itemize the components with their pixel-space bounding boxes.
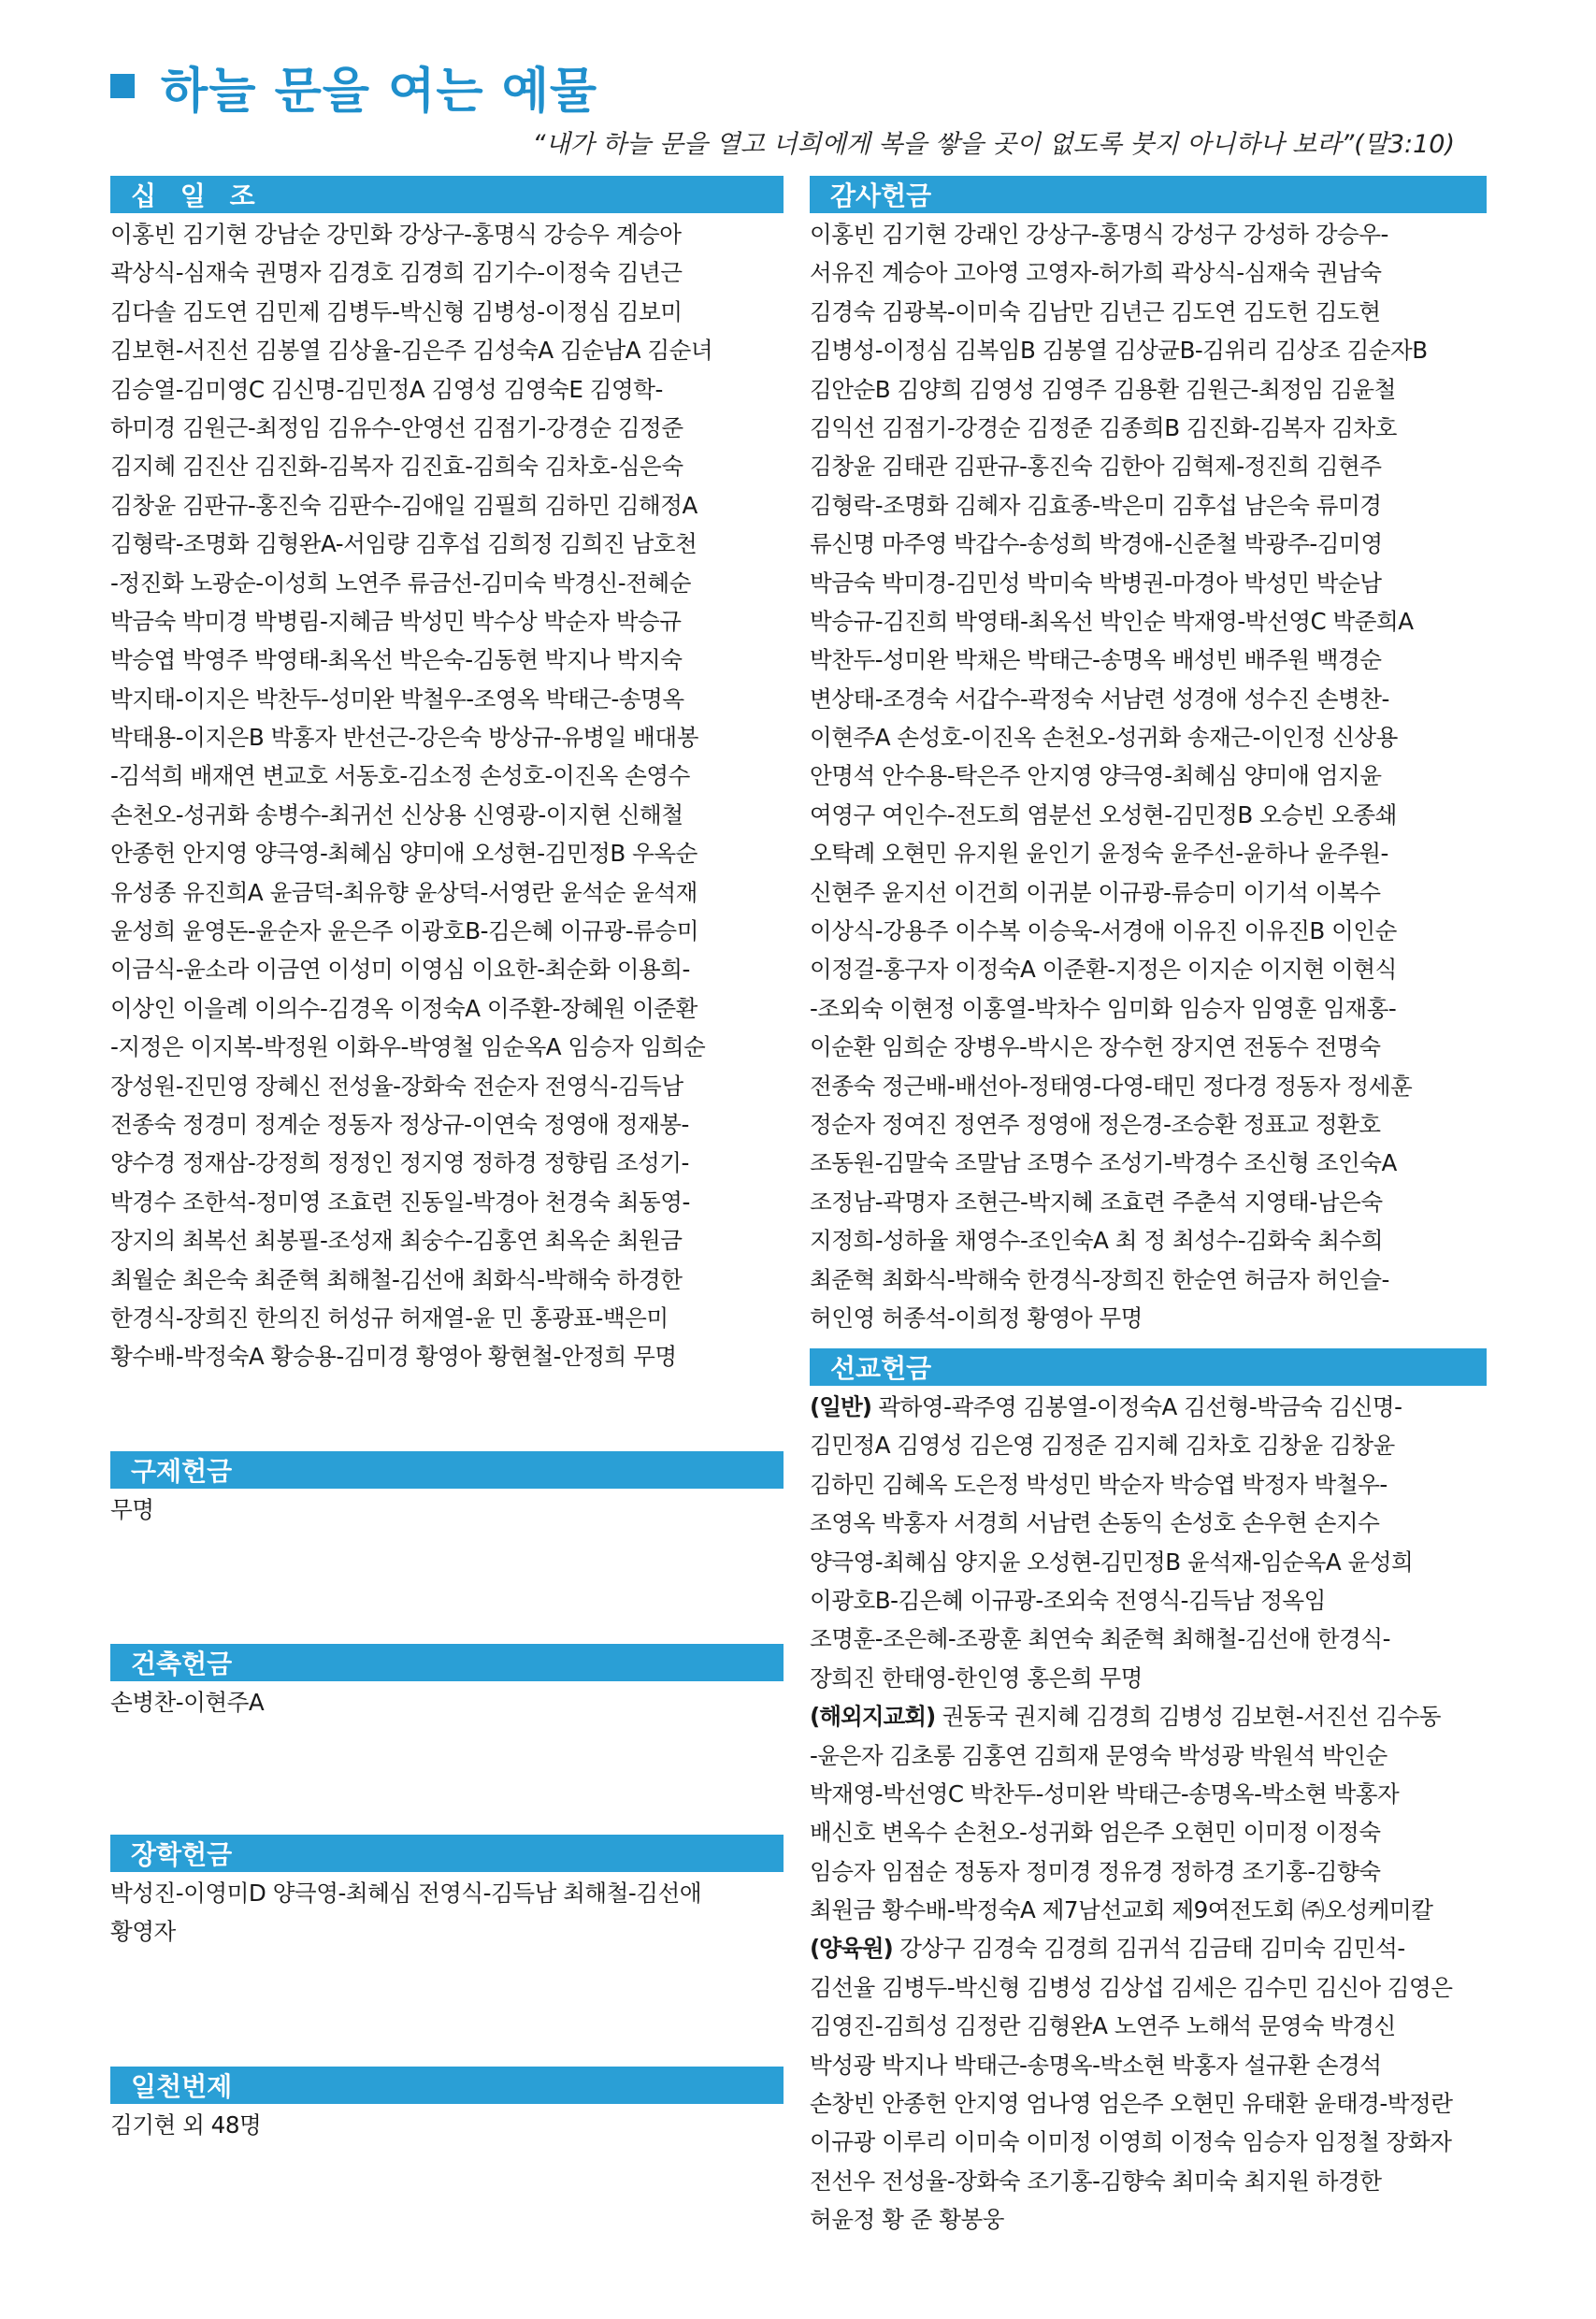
name-line: [810, 1775, 1487, 1813]
name-text: 조영옥 박홍자 서경희 서남련 손동익 손성호 손우현 손지수: [810, 1509, 1380, 1537]
name-line: 김창윤 김판규-홍진숙 김판수-김애일 김필희 김하민 김해정A: [110, 491, 697, 519]
name-line: 김창윤 김태관 김판규-홍진숙 김한아 김혁제-정진희 김현주: [810, 453, 1382, 481]
title-row: [110, 49, 1569, 123]
name-line: 김형락-조명화 김혜자 김효종-박은미 김후섭 남은숙 류미경: [810, 491, 1382, 519]
name-line: [810, 1929, 1487, 1967]
scholarship-section: [110, 1835, 784, 1952]
name-line: 무명: [110, 1496, 154, 1523]
name-text: 조명훈-조은혜-조광훈 최연숙 최준혁 최해철-김선애 한경식-: [810, 1625, 1390, 1653]
name-line: 전종숙 정근배-배선아-정태영-다영-태민 정다경 정동자 정세훈: [810, 1072, 1413, 1100]
name-line: 박경수 조한석-정미영 조효련 진동일-박경아 천경숙 최동영-: [110, 1188, 690, 1216]
mission-section: [810, 1348, 1487, 2240]
name-line: -지정은 이지복-박정원 이화우-박영철 임순옥A 임승자 임희순: [110, 1033, 706, 1061]
thousand-offering-section: [110, 2067, 784, 2144]
name-line: [810, 2200, 1487, 2239]
relief-section: [110, 1451, 784, 1529]
name-line: [810, 1426, 1487, 1464]
name-text: 강상구 김경숙 김경희 김귀석 김금태 김미숙 김민석-: [892, 1935, 1405, 1963]
thanks-section: [810, 176, 1487, 1337]
name-line: [810, 1813, 1487, 1851]
name-line: 양수경 정재삼-강정희 정정인 정지영 정하경 정향림 조성기-: [110, 1149, 689, 1177]
name-line: 박성진-이영미D 양극영-최혜심 전영식-김득남 최해철-김선애: [110, 1880, 702, 1907]
name-line: [810, 1388, 1487, 1426]
name-list: [110, 1683, 784, 1721]
section-title: 선교헌금: [830, 1353, 932, 1384]
name-list: [810, 215, 1487, 1337]
name-line: 장지의 최복선 최봉필-조성재 최숭수-김홍연 최옥순 최원금: [110, 1227, 683, 1255]
name-list: [110, 1491, 784, 1529]
name-line: 김승열-김미영C 김신명-김민정A 김영성 김영숙E 김영학-: [110, 375, 663, 403]
name-line: 여영구 여인수-전도희 염분선 오성현-김민정B 오승빈 오종쇄: [810, 800, 1397, 828]
section-header: [110, 1451, 784, 1489]
name-line: [810, 1620, 1487, 1658]
name-line: 정순자 정여진 정연주 정영애 정은경-조승환 정표교 정환호: [810, 1110, 1381, 1138]
name-line: 이정걸-홍구자 이정숙A 이준환-지정은 이지순 이지현 이현식: [810, 956, 1397, 984]
name-line: 조동원-김말숙 조말남 조명수 조성기-박경수 조신형 조인숙A: [810, 1149, 1397, 1177]
name-line: 오탁례 오현민 유지원 윤인기 윤정숙 윤주선-윤하나 윤주원-: [810, 840, 1388, 868]
name-line: [810, 2123, 1487, 2161]
name-line: 김지혜 김진산 김진화-김복자 김진효-김희숙 김차호-심은숙: [110, 453, 683, 481]
name-line: 박금숙 박미경 박병림-지혜금 박성민 박수상 박순자 박승규: [110, 607, 682, 635]
mission-list: [810, 1388, 1487, 2240]
name-line: 전종숙 정경미 정계순 정동자 정상규-이연숙 정영애 정재봉-: [110, 1110, 689, 1138]
name-line: [810, 1504, 1487, 1542]
name-line: [810, 1852, 1487, 1891]
name-line: -정진화 노광순-이성희 노연주 류금선-김미숙 박경신-전혜순: [110, 569, 691, 597]
name-line: 최준혁 최화식-박해숙 한경식-장희진 한순연 허금자 허인슬-: [810, 1265, 1389, 1293]
name-line: 김익선 김점기-강경순 김정준 김종희B 김진화-김복자 김차호: [810, 413, 1397, 441]
section-title: 일천번제: [131, 2071, 233, 2102]
name-text: 임승자 임점순 정동자 정미경 정유경 정하경 조기홍-김향숙: [810, 1857, 1381, 1885]
name-line: 황수배-박정숙A 황승용-김미경 황영아 황현철-안정희 무명: [110, 1343, 677, 1371]
name-text: 김선율 김병두-박신형 김병성 김상섭 김세은 김수민 김신아 김영은: [810, 1973, 1453, 2001]
section-title: 십 일 조: [131, 180, 263, 211]
section-header: [810, 1348, 1487, 1386]
name-text: 김영진-김희성 김정란 김형완A 노연주 노해석 문영숙 박경신: [810, 2012, 1396, 2040]
name-line: 이홍빈 김기현 강래인 강상구-홍명식 강성구 강성하 강승우-: [810, 221, 1388, 248]
name-text: 김민정A 김영성 김은영 김정준 김지혜 김차호 김창윤 김창윤: [810, 1432, 1395, 1460]
name-line: [810, 1543, 1487, 1581]
name-text: -윤은자 김초롱 김홍연 김희재 문영숙 박성광 박원석 박인순: [810, 1741, 1388, 1769]
name-text: 곽하영-곽주영 김봉열-이정숙A 김선형-박금숙 김신명-: [871, 1393, 1402, 1420]
name-line: 류신명 마주영 박갑수-송성희 박경애-신준철 박광주-김미영: [810, 530, 1383, 558]
name-line: 이홍빈 김기현 강남순 강민화 강상구-홍명식 강승우 계승아: [110, 221, 682, 248]
name-line: [810, 2046, 1487, 2084]
name-line: 서유진 계승아 고아영 고영자-허가희 곽상식-심재숙 권남숙: [810, 259, 1382, 287]
name-line: 하미경 김원근-최정임 김유수-안영선 김점기-강경순 김정준: [110, 413, 683, 441]
name-line: 김안순B 김양희 김영성 김영주 김용환 김원근-최정임 김윤철: [810, 375, 1396, 403]
name-text: 최원금 황수배-박정숙A 제7남선교회 제9여전도회 ㈜오성케미칼: [810, 1896, 1433, 1924]
name-line: -김석희 배재연 변교호 서동호-김소정 손성호-이진옥 손영수: [110, 762, 690, 790]
name-line: 조정남-곽명자 조현근-박지혜 조효련 주춘석 지영태-남은숙: [810, 1188, 1383, 1216]
name-list: [110, 2106, 784, 2144]
name-line: [810, 2162, 1487, 2200]
name-line: 김병성-이정심 김복임B 김봉열 김상균B-김위리 김상조 김순자B: [810, 337, 1428, 365]
name-text: 이광호B-김은혜 이규광-조외숙 전영식-김득남 정옥임: [810, 1586, 1326, 1614]
name-text: 손창빈 안종헌 안지영 엄나영 엄은주 오현민 유태환 윤태경-박정란: [810, 2090, 1453, 2118]
section-title: 감사헌금: [830, 180, 932, 211]
name-text: 박재영-박선영C 박찬두-성미완 박태근-송명옥-박소현 박홍자: [810, 1779, 1400, 1808]
section-header: [110, 2067, 784, 2104]
name-line: 허인영 허종석-이희정 황영아 무명: [810, 1304, 1143, 1332]
name-list: [110, 215, 784, 1376]
name-line: 이상식-강용주 이수복 이승욱-서경애 이유진 이유진B 이인순: [810, 917, 1397, 945]
building-section: [110, 1644, 784, 1721]
name-line: 한경식-장희진 한의진 허성규 허재열-윤 민 홍광표-백은미: [110, 1304, 669, 1332]
name-line: 이상인 이을례 이의수-김경옥 이정숙A 이주환-장혜원 이준환: [110, 994, 697, 1022]
name-text: 이규광 이루리 이미숙 이미정 이영희 이정숙 임승자 임정철 장화자: [810, 2128, 1452, 2156]
name-text: 박성광 박지나 박태근-송명옥-박소현 박홍자 설규환 손경석: [810, 2051, 1382, 2079]
section-title: 건축헌금: [131, 1649, 233, 1679]
name-line: [810, 1581, 1487, 1620]
name-line: [810, 1968, 1487, 2007]
name-line: 최월순 최은숙 최준혁 최해철-김선애 최화식-박해숙 하경한: [110, 1265, 683, 1293]
group-tag: (해외지교회): [810, 1703, 936, 1731]
name-line: 김다솔 김도연 김민제 김병두-박신형 김병성-이정심 김보미: [110, 297, 683, 325]
name-line: [810, 1891, 1487, 1929]
page-title: 하늘 문을 여는 예물: [161, 63, 598, 120]
name-line: 윤성희 윤영돈-윤순자 윤은주 이광호B-김은혜 이규광-류승미: [110, 917, 698, 945]
tithe-section: [110, 176, 784, 1376]
name-line: 안종헌 안지영 양극영-최혜심 양미애 오성현-김민정B 우옥순: [110, 840, 697, 868]
name-line: 곽상식-심재숙 권명자 김경호 김경희 김기수-이정숙 김년근: [110, 259, 683, 287]
name-line: 신현주 윤지선 이건희 이귀분 이규광-류승미 이기석 이복수: [810, 878, 1381, 906]
name-line: -조외숙 이현정 이홍열-박차수 임미화 임승자 임영훈 임재홍-: [810, 994, 1397, 1022]
name-line: 손병찬-이현주A: [110, 1689, 265, 1716]
name-line: 손천오-성귀화 송병수-최귀선 신상용 신영광-이지현 신해철: [110, 800, 683, 828]
name-line: 지정희-성하율 채영수-조인숙A 최 정 최성수-김화숙 최수희: [810, 1227, 1383, 1255]
name-text: 양극영-최혜심 양지윤 오성현-김민정B 윤석재-임순옥A 윤성희: [810, 1548, 1414, 1576]
name-line: 박금숙 박미경-김민성 박미숙 박병권-마경아 박성민 박순남: [810, 569, 1382, 597]
name-line: 유성종 유진희A 윤금덕-최유향 윤상덕-서영란 윤석순 윤석재: [110, 878, 697, 906]
name-line: 김경숙 김광복-이미숙 김남만 김년근 김도연 김도헌 김도현: [810, 297, 1381, 325]
name-line: 황영자: [110, 1918, 176, 1946]
name-line: 김형락-조명화 김형완A-서임량 김후섭 김희정 김희진 남호천: [110, 530, 697, 558]
name-text: 김하민 김혜옥 도은정 박성민 박순자 박승엽 박정자 박철우-: [810, 1470, 1388, 1498]
page-header: [110, 49, 1569, 159]
name-line: [810, 1465, 1487, 1504]
name-line: 김기현 외 48명: [110, 2111, 262, 2139]
name-line: 박승엽 박영주 박영태-최옥선 박은숙-김동현 박지나 박지숙: [110, 646, 683, 674]
group-tag: (양육원): [810, 1935, 893, 1963]
name-line: 박승규-김진희 박영태-최옥선 박인순 박재영-박선영C 박준희A: [810, 607, 1414, 635]
name-line: 김보현-서진선 김봉열 김상율-김은주 김성숙A 김순남A 김순녀: [110, 337, 713, 365]
section-header: [110, 1835, 784, 1872]
name-line: [810, 2007, 1487, 2045]
name-text: 배신호 변옥수 손천오-성귀화 엄은주 오현민 이미정 이정숙: [810, 1819, 1381, 1847]
name-line: 박태용-이지은B 박홍자 반선근-강은숙 방상규-유병일 배대봉: [110, 724, 698, 752]
name-text: 장희진 한태영-한인영 홍은희 무명: [810, 1664, 1143, 1692]
name-line: 변상태-조경숙 서갑수-곽정숙 서남련 성경애 성수진 손병찬-: [810, 684, 1389, 713]
section-title: 구제헌금: [131, 1456, 233, 1487]
name-line: 박찬두-성미완 박채은 박태근-송명옥 배성빈 배주원 백경순: [810, 646, 1382, 674]
name-line: [810, 1697, 1487, 1736]
name-text: 권동국 권지혜 김경희 김병성 김보현-서진선 김수동: [935, 1703, 1441, 1731]
section-header: [810, 176, 1487, 213]
name-line: 장성원-진민영 장혜신 전성율-장화숙 전순자 전영식-김득남: [110, 1072, 683, 1100]
name-text: 전선우 전성율-장화숙 조기홍-김향숙 최미숙 최지원 하경한: [810, 2167, 1382, 2195]
square-bullet-icon: [110, 74, 135, 98]
name-line: [810, 1659, 1487, 1697]
name-line: 이현주A 손성호-이진옥 손천오-성귀화 송재근-이인정 신상용: [810, 724, 1398, 752]
name-line: [810, 1736, 1487, 1775]
name-list: [110, 1874, 784, 1952]
name-line: 박지태-이지은 박찬두-성미완 박철우-조영옥 박태근-송명옥: [110, 684, 684, 713]
name-text: 허윤정 황 준 황봉웅: [810, 2206, 1005, 2234]
section-title: 장학헌금: [131, 1839, 233, 1870]
group-tag: (일반): [810, 1393, 871, 1420]
name-line: 이순환 임희순 장병우-박시은 장수헌 장지연 전동수 전명숙: [810, 1033, 1381, 1061]
name-line: [810, 2084, 1487, 2123]
section-header: [110, 1644, 784, 1681]
name-line: 안명석 안수용-탁은주 안지영 양극영-최혜심 양미애 엄지윤: [810, 762, 1382, 790]
section-header: [110, 176, 784, 213]
name-line: 이금식-윤소라 이금연 이성미 이영심 이요한-최순화 이용희-: [110, 956, 690, 984]
page-subtitle: “내가 하늘 문을 열고 너희에게 복을 쌓을 곳이 없도록 붓지 아니하나 보라”(말3:10): [532, 130, 1455, 159]
